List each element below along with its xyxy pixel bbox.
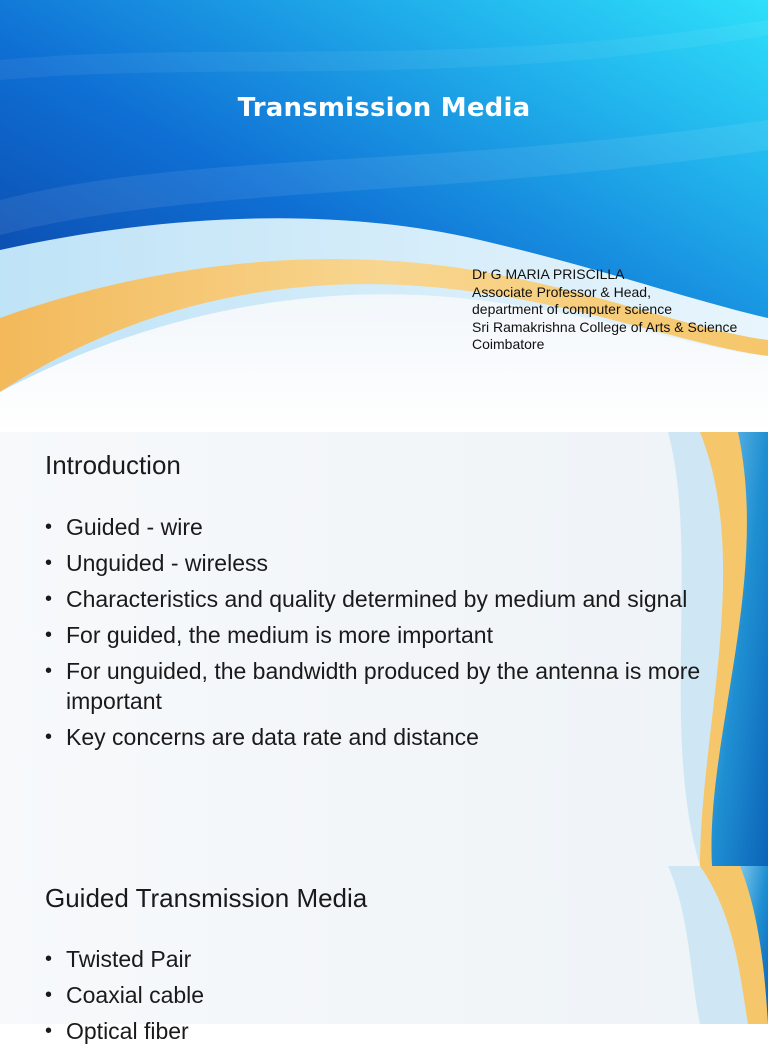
list-item: • Coaxial cable [45,982,205,1008]
title-slide [0,0,768,432]
list-item: • For unguided, the bandwidth produced by the antenna is more important [45,658,701,714]
author-info [472,266,737,354]
author-name: Dr G MARIA PRISCILLA [472,266,625,282]
slide-heading: Guided Transmission Media [45,883,368,913]
list-item: • Characteristics and quality determined by medium and signal [45,586,688,612]
bullet-list [45,512,715,758]
author-position: Associate Professor & Head, [472,283,651,300]
slide-heading: Introduction [45,450,181,480]
list-item: • For guided, the medium is more important [45,622,493,648]
title-slide-background [0,0,768,432]
content-slide-introduction [0,432,768,866]
author-college: Sri Ramakrishna College of Arts & Science [472,318,738,335]
slide-title: Transmission Media [237,93,531,123]
list-item: • Guided - wire [45,514,203,540]
author-department: department of computer science [472,301,672,317]
list-item: • Optical fiber [45,1018,189,1044]
list-item: • Unguided - wireless [45,550,268,576]
content-slide-guided-media [0,866,768,1044]
author-city: Coimbatore [472,336,545,352]
bullet-list [45,944,715,1052]
list-item: • Key concerns are data rate and distance [45,724,479,750]
list-item: • Twisted Pair [45,946,192,972]
